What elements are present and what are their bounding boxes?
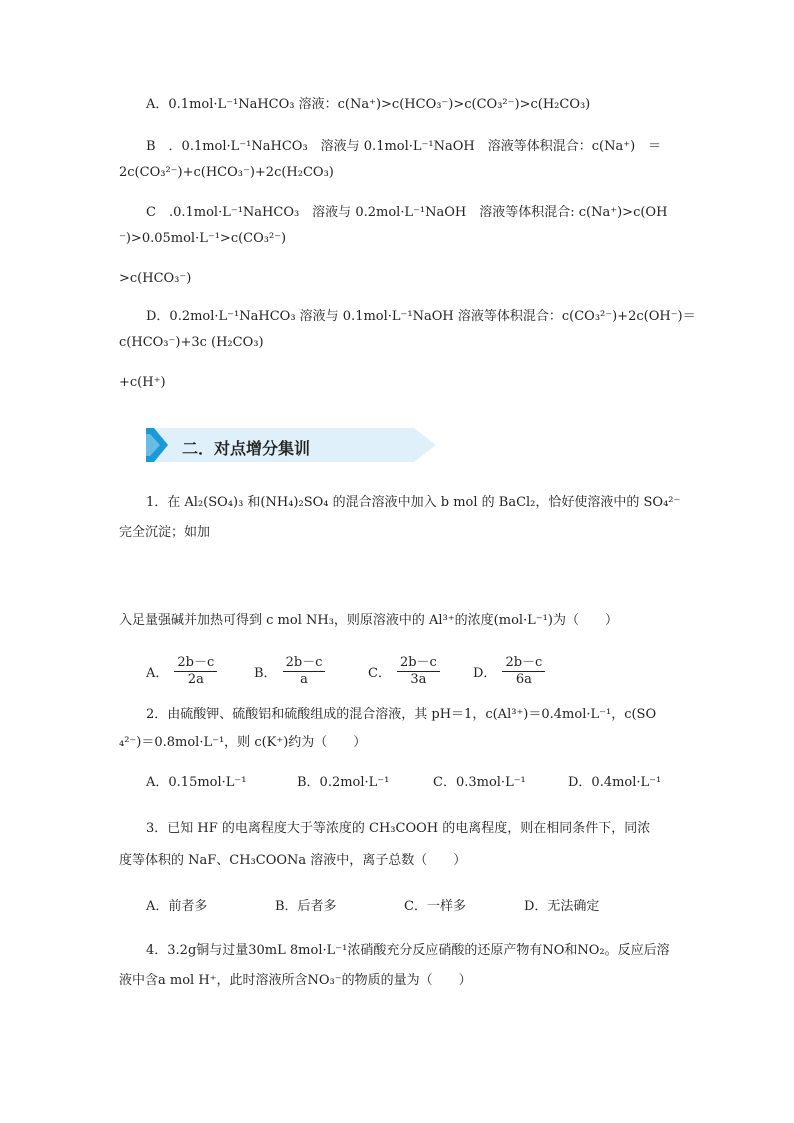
fraction xyxy=(174,655,217,688)
fraction xyxy=(502,655,545,688)
question-2-option-d: D．0.4mol·L⁻¹ xyxy=(568,775,662,790)
question-option-a: A．0.1mol·L⁻¹NaHCO₃ 溶液：c(Na⁺)>c(HCO₃⁻)>c(CO₃²⁻)>c(H₂CO₃) xyxy=(146,97,591,112)
option-label: A． xyxy=(146,666,169,681)
question-option-d-cont: c(HCO₃⁻)+3c (H₂CO₃) xyxy=(119,335,264,350)
option-label: D． xyxy=(473,666,497,681)
question-option-b: B ．0.1mol·L⁻¹NaHCO₃ 溶液与 0.1mol·L⁻¹NaOH 溶液等体积混合：c(Na⁺) ＝ xyxy=(146,139,662,154)
question-option-b-cont: 2c(CO₃²⁻)+c(HCO₃⁻)+2c(H₂CO₃) xyxy=(119,165,334,180)
fraction-denominator: 6a xyxy=(515,672,532,687)
section-title: 二．对点增分集训 xyxy=(182,439,311,458)
question-4-stem: 4．3.2g铜与过量30mL 8mol·L⁻¹浓硝酸充分反应硝酸的还原产物有NO和NO₂。反应后溶 xyxy=(146,943,670,958)
question-3-option-b: B．后者多 xyxy=(275,899,337,914)
question-3-option-c: C．一样多 xyxy=(404,899,466,914)
option-label: C． xyxy=(368,666,391,681)
question-option-c-cont2: >c(HCO₃⁻) xyxy=(119,271,192,286)
fraction-denominator: 2a xyxy=(187,672,204,687)
question-2-stem-cont: ₄²⁻)＝0.8mol·L⁻¹，则 c(K⁺)约为（ ） xyxy=(119,735,367,750)
question-option-d-cont2: +c(H⁺) xyxy=(119,375,166,390)
option-label: B． xyxy=(254,666,277,681)
fraction-numerator: 2b－c xyxy=(502,655,545,672)
question-1-stem-cont: 完全沉淀；如加 xyxy=(119,525,211,540)
fraction-numerator: 2b－c xyxy=(397,655,440,672)
question-1-option-d xyxy=(473,655,545,688)
fraction-denominator: a xyxy=(300,672,308,687)
question-2-stem: 2．由硫酸钾、硫酸铝和硫酸组成的混合溶液，其 pH＝1，c(Al³⁺)＝0.4mol·L⁻¹，c(SO xyxy=(146,707,657,722)
question-1-option-b xyxy=(254,655,325,688)
fraction xyxy=(397,655,440,688)
fraction xyxy=(283,655,326,688)
question-3-option-a: A．前者多 xyxy=(146,899,208,914)
question-2-option-c: C．0.3mol·L⁻¹ xyxy=(433,775,526,790)
fraction-numerator: 2b－c xyxy=(283,655,326,672)
question-option-c-cont: ⁻)>0.05mol·L⁻¹>c(CO₃²⁻) xyxy=(119,231,287,246)
question-1-stem-cont2: 入足量强碱并加热可得到 c mol NH₃，则原溶液中的 Al³⁺的浓度(mol·L⁻¹)为（ ） xyxy=(119,613,618,628)
question-2-option-a: A．0.15mol·L⁻¹ xyxy=(146,775,247,790)
question-3-option-d: D．无法确定 xyxy=(524,899,600,914)
question-option-d: D．0.2mol·L⁻¹NaHCO₃ 溶液与 0.1mol·L⁻¹NaOH 溶液等体积混合：c(CO₃²⁻)+2c(OH⁻)＝ xyxy=(146,309,696,324)
question-option-c: C .0.1mol·L⁻¹NaHCO₃ 溶液与 0.2mol·L⁻¹NaOH 溶液等体积混合: c(Na⁺)>c(OH xyxy=(146,205,668,220)
question-3-stem: 3．已知 HF 的电离程度大于等浓度的 CH₃COOH 的电离程度，则在相同条件下，同浓 xyxy=(146,821,651,836)
question-1-stem: 1．在 Al₂(SO₄)₃ 和(NH₄)₂SO₄ 的混合溶液中加入 b mol 的 BaCl₂，恰好使溶液中的 SO₄²⁻ xyxy=(146,495,681,510)
question-1-option-c xyxy=(368,655,440,688)
question-2-option-b: B．0.2mol·L⁻¹ xyxy=(297,775,390,790)
question-1-option-a xyxy=(146,655,217,688)
fraction-denominator: 3a xyxy=(410,672,427,687)
question-4-stem-cont: 液中含a mol H⁺，此时溶液所含NO₃⁻的物质的量为（ ） xyxy=(119,973,472,988)
fraction-numerator: 2b－c xyxy=(174,655,217,672)
question-3-stem-cont: 度等体积的 NaF、CH₃COONa 溶液中，离子总数（ ） xyxy=(119,853,467,868)
